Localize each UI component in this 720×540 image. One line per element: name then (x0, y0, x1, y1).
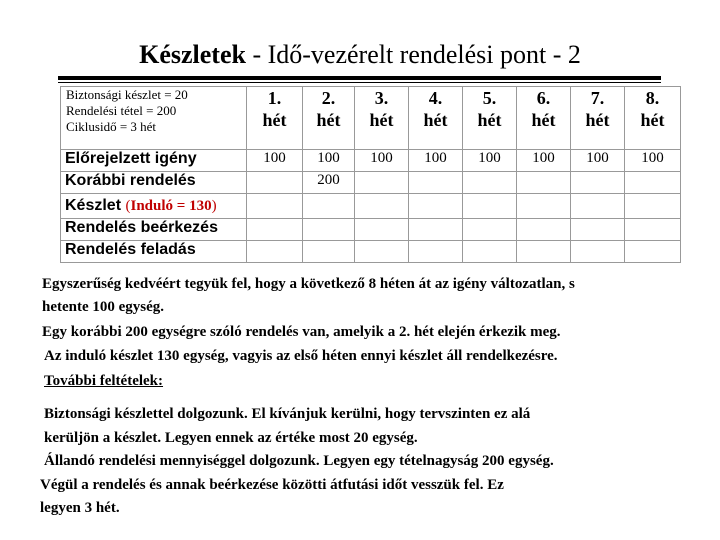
conditions-heading: További feltételek: (44, 373, 164, 389)
week-header: 2. hét (303, 87, 355, 150)
title-bold: Készletek (139, 40, 246, 69)
stock-cell (571, 194, 625, 219)
forecast-row (61, 150, 681, 172)
week-header: 4. hét (409, 87, 463, 150)
receipt-cell (409, 219, 463, 241)
stock-cell (625, 194, 681, 219)
week-header: 6. hét (517, 87, 571, 150)
week-header: 1. hét (247, 87, 303, 150)
release-cell (355, 241, 409, 263)
page-title (0, 40, 720, 70)
text-line: kerüljön a készlet. Legyen ennek az értéke most 20 egység. (44, 430, 418, 446)
safety-stock-label: Biztonsági készlet = 20 (66, 87, 188, 102)
stock-row (61, 194, 681, 219)
forecast-cell: 100 (247, 150, 303, 172)
forecast-cell: 100 (355, 150, 409, 172)
release-cell (409, 241, 463, 263)
prior-cell (355, 172, 409, 194)
prior-cell (625, 172, 681, 194)
receipt-cell (247, 219, 303, 241)
text-line: Egy korábbi 200 egységre szóló rendelés van, amelyik a 2. hét elején érkezik meg. (42, 324, 561, 340)
text-line: legyen 3 hét. (40, 500, 120, 516)
order-quantity-label: Rendelési tétel = 200 (66, 103, 177, 118)
stock-cell (409, 194, 463, 219)
release-cell (517, 241, 571, 263)
forecast-cell: 100 (463, 150, 517, 172)
title-rule (58, 76, 661, 80)
prior-cell (517, 172, 571, 194)
cycle-time-label: Ciklusidő = 3 hét (66, 119, 157, 134)
row-label: Korábbi rendelés (61, 172, 247, 194)
receipt-cell (303, 219, 355, 241)
text-line: Egyszerűség kedvéért tegyük fel, hogy a következő 8 héten át az igény változatlan, s (42, 276, 575, 292)
receipt-cell (517, 219, 571, 241)
receipt-cell (463, 219, 517, 241)
forecast-cell: 100 (625, 150, 681, 172)
forecast-cell: 100 (571, 150, 625, 172)
week-header: 5. hét (463, 87, 517, 150)
text-line: hetente 100 egység. (42, 299, 165, 315)
text-line: Biztonsági készlettel dolgozunk. El kívánjuk kerülni, hogy tervszinten ez alá (44, 406, 531, 422)
release-cell (303, 241, 355, 263)
release-cell (247, 241, 303, 263)
release-row (61, 241, 681, 263)
receipt-row (61, 219, 681, 241)
stock-cell (355, 194, 409, 219)
stock-cell (247, 194, 303, 219)
release-cell (625, 241, 681, 263)
release-cell (463, 241, 517, 263)
parameters-cell (61, 87, 247, 150)
stock-cell (303, 194, 355, 219)
week-header: 3. hét (355, 87, 409, 150)
forecast-cell: 100 (303, 150, 355, 172)
prior-cell (247, 172, 303, 194)
forecast-cell: 100 (517, 150, 571, 172)
initial-stock: Induló = 130 (130, 198, 212, 214)
mrp-table (60, 86, 681, 263)
row-label: Rendelés feladás (61, 241, 247, 263)
receipt-cell (625, 219, 681, 241)
text-line: Az induló készlet 130 egység, vagyis az első héten ennyi készlet áll rendelkezésre. (44, 348, 558, 364)
title-rule-thin (58, 82, 661, 83)
release-cell (571, 241, 625, 263)
receipt-cell (355, 219, 409, 241)
row-label: Előrejelzett igény (61, 150, 247, 172)
receipt-cell (571, 219, 625, 241)
prior-cell (571, 172, 625, 194)
week-header: 7. hét (571, 87, 625, 150)
stock-cell (463, 194, 517, 219)
prior-cell (409, 172, 463, 194)
prior-order-row (61, 172, 681, 194)
week-header: 8. hét (625, 87, 681, 150)
stock-cell (517, 194, 571, 219)
prior-cell: 200 (303, 172, 355, 194)
forecast-cell: 100 (409, 150, 463, 172)
title-rest: - Idő-vezérelt rendelési pont - 2 (245, 40, 581, 69)
row-label: Rendelés beérkezés (61, 219, 247, 241)
header-row (61, 87, 681, 150)
row-label: Készlet (Induló = 130) (61, 194, 247, 219)
prior-cell (463, 172, 517, 194)
text-line: Állandó rendelési mennyiséggel dolgozunk. Legyen egy tételnagyság 200 egység. (44, 453, 554, 469)
text-line: Végül a rendelés és annak beérkezése közötti átfutási időt vesszük fel. Ez (40, 477, 504, 493)
